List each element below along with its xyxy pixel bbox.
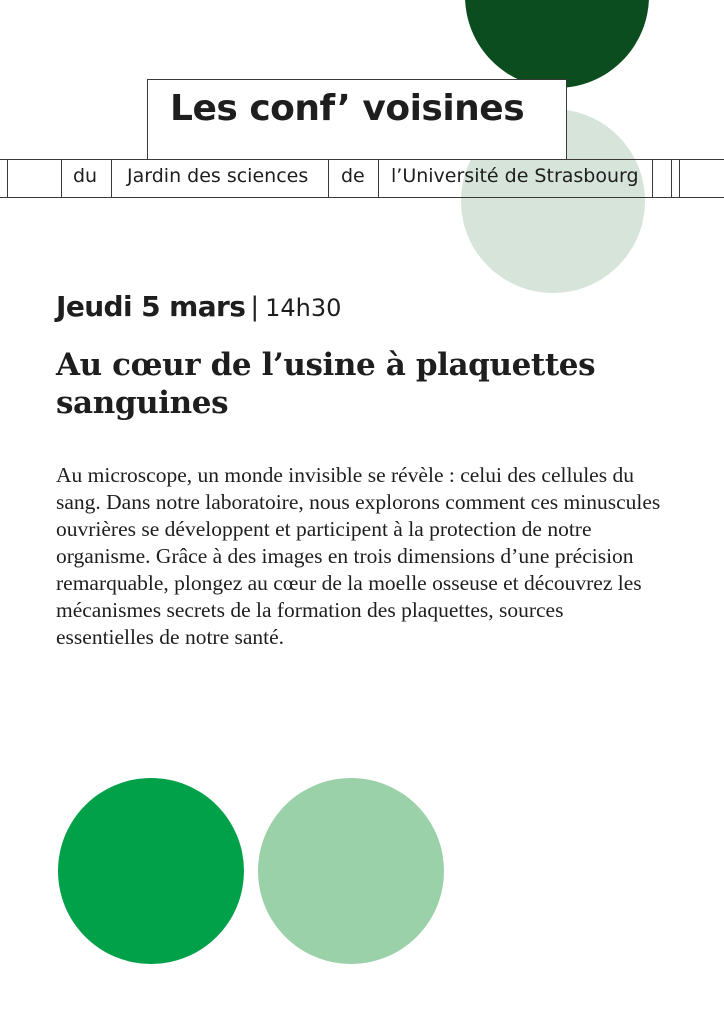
rail-divider — [61, 159, 62, 198]
event-datetime — [56, 290, 341, 323]
rail-divider — [671, 159, 672, 198]
event-description: Au microscope, un monde invisible se révèle : celui des cellules du sang. Dans notre laboratoire, nous explorons comment ces minuscules ouvrières se développent et participent à la protection de notre organisme. Grâce à des images en trois dimensions d’une précision remarquable, plongez au cœur de la moelle osseuse et découvrez les mécanismes secrets de la formation des plaquettes, sources essentielles de notre santé. — [56, 463, 661, 649]
rail-divider — [7, 159, 8, 198]
dark-green-circle — [465, 0, 649, 88]
rail-divider — [378, 159, 379, 198]
rail-label-de: de — [341, 165, 365, 187]
title-box — [147, 79, 567, 160]
rail-divider — [679, 159, 680, 198]
event-date: Jeudi 5 mars — [56, 290, 246, 323]
rail-divider — [652, 159, 653, 198]
event-title: Au cœur de l’usine à plaquettes sanguines — [56, 347, 596, 421]
rail-label-du: du — [73, 165, 98, 187]
bright-green-circle — [58, 778, 244, 964]
rail-divider — [111, 159, 112, 198]
date-separator: | — [250, 292, 260, 322]
series-title: Les conf’ voisines — [170, 88, 525, 129]
rail-label-jardin: Jardin des sciences — [127, 165, 309, 187]
light-green-circle — [258, 778, 444, 964]
event-time: 14h30 — [265, 294, 342, 322]
rail-label-universite: l’Université de Strasbourg — [391, 165, 639, 187]
rail-divider — [328, 159, 329, 198]
